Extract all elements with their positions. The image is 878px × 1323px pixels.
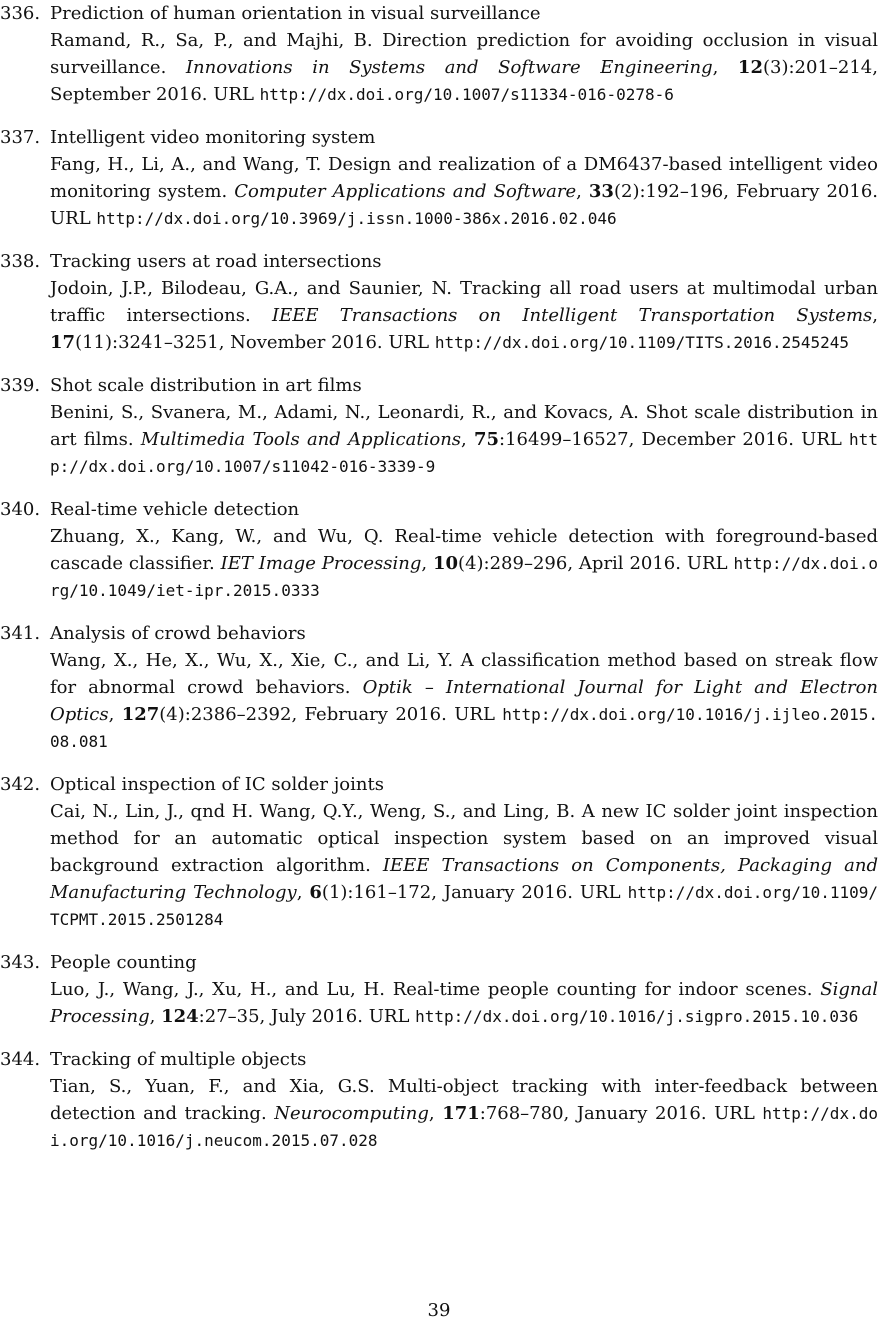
- reference-authors: Wang, X., He, X., Wu, X., Xie, C., and Li, Y.: [50, 650, 454, 671]
- reference-topic: Intelligent video monitoring system: [50, 127, 376, 148]
- reference-topic: Tracking users at road intersections: [50, 251, 382, 272]
- reference-volume: 6: [309, 882, 322, 903]
- reference-url-link[interactable]: http://dx.doi.org/10.3969/j.issn.1000-386x.2016.02.046: [96, 209, 617, 228]
- reference-topic: People counting: [50, 952, 197, 973]
- reference-citation: Wang, X., He, X., Wu, X., Xie, C., and Li, Y. A classification method based on streak flow for abnormal crowd behaviors. Optik – International Journal for Light and Electron Optics, 127(4):2386–2392, February 2016. URL http://dx.doi.org/10.1016/j.ijleo.2015.08.081: [50, 650, 878, 751]
- reference-url-label: URL: [801, 429, 842, 450]
- reference-details: :16499–16527, December 2016.: [499, 429, 794, 450]
- reference-authors: Ramand, R., Sa, P., and Majhi, B.: [50, 30, 373, 51]
- reference-topic: Optical inspection of IC solder joints: [50, 774, 384, 795]
- reference-entry: [0, 372, 878, 480]
- reference-entry: [0, 124, 878, 232]
- reference-citation: Tian, S., Yuan, F., and Xia, G.S. Multi-object tracking with inter-feedback between detection and tracking. Neurocomputing, 171:768–780, January 2016. URL http://dx.doi.org/10.1016/j.neucom.2015.07.028: [50, 1076, 878, 1150]
- reference-url-label: URL: [579, 882, 621, 903]
- reference-citation: Luo, J., Wang, J., Xu, H., and Lu, H. Real-time people counting for indoor scenes. Signal Processing, 124:27–35, July 2016. URL http://dx.doi.org/10.1016/j.sigpro.2015.10.036: [50, 979, 878, 1027]
- reference-paper-title: Real-time vehicle detection with foreground-based cascade classifier.: [50, 526, 878, 574]
- reference-url-label: URL: [50, 208, 91, 229]
- reference-number: 338.: [0, 251, 41, 272]
- reference-url-label: URL: [368, 1006, 410, 1027]
- reference-url-link[interactable]: http://dx.doi.org/10.1109/TITS.2016.2545245: [434, 333, 850, 352]
- reference-url-link[interactable]: http://dx.doi.org/10.1016/j.sigpro.2015.10.036: [415, 1007, 859, 1026]
- reference-details: (1):161–172, January 2016.: [321, 882, 573, 903]
- reference-journal: Multimedia Tools and Applications: [140, 429, 462, 450]
- reference-entry: [0, 771, 878, 933]
- reference-paper-title: Real-time people counting for indoor scenes.: [392, 979, 813, 1000]
- reference-volume: 75: [473, 429, 500, 450]
- reference-details: (4):2386–2392, February 2016.: [159, 704, 447, 725]
- reference-url-link[interactable]: http://dx.doi.org/10.1007/s11042-016-3339-9: [50, 430, 878, 476]
- reference-url-label: URL: [686, 553, 728, 574]
- reference-volume: 33: [588, 181, 614, 202]
- reference-citation: Cai, N., Lin, J., qnd H. Wang, Q.Y., Weng, S., and Ling, B. A new IC solder joint inspection method for an automatic optical inspection system based on an improved visual background extraction algorithm. IEEE Transactions on Components, Packaging and Manufacturing Technology, 6(1):161–172, January 2016. URL http://dx.doi.org/10.1109/TCPMT.2015.2501284: [50, 801, 878, 929]
- reference-journal: IEEE Transactions on Intelligent Transportation Systems: [271, 305, 873, 326]
- reference-url-link[interactable]: http://dx.doi.org/10.1007/s11334-016-0278-6: [259, 85, 674, 104]
- reference-url-link[interactable]: http://dx.doi.org/10.1016/j.ijleo.2015.08.081: [50, 705, 878, 751]
- page-number: 39: [427, 1300, 451, 1321]
- reference-topic: Tracking of multiple objects: [50, 1049, 307, 1070]
- reference-number: 339.: [0, 375, 41, 396]
- reference-paper-title: Shot scale distribution in art films.: [50, 402, 878, 450]
- reference-volume: 127: [121, 704, 160, 725]
- reference-volume: 17: [50, 332, 76, 353]
- reference-entry: [0, 496, 878, 604]
- reference-paper-title: A classification method based on streak flow for abnormal crowd behaviors.: [50, 650, 878, 698]
- reference-number: 340.: [0, 499, 41, 520]
- reference-citation: Fang, H., Li, A., and Wang, T. Design and realization of a DM6437-based intelligent video monitoring system. Computer Applications and Software, 33(2):192–196, February 2016. URL http://dx.doi.org/10.3969/j.issn.1000-386x.2016.02.046: [50, 154, 878, 229]
- reference-paper-title: Direction prediction for avoiding occlusion in visual surveillance.: [50, 30, 878, 78]
- reference-paper-title: A new IC solder joint inspection method for an automatic optical inspection system based on an improved visual background extraction algorithm.: [50, 801, 878, 876]
- reference-authors: Zhuang, X., Kang, W., and Wu, Q.: [50, 526, 384, 547]
- reference-details: (2):192–196, February 2016.: [613, 181, 878, 202]
- reference-citation: Benini, S., Svanera, M., Adami, N., Leonardi, R., and Kovacs, A. Shot scale distribution in art films. Multimedia Tools and Applications, 75:16499–16527, December 2016. URL http://dx.doi.org/10.1007/s11042-016-3339-9: [50, 402, 878, 476]
- reference-url-link[interactable]: http://dx.doi.org/10.1016/j.neucom.2015.07.028: [50, 1104, 878, 1150]
- reference-citation: Zhuang, X., Kang, W., and Wu, Q. Real-time vehicle detection with foreground-based cascade classifier. IET Image Processing, 10(4):289–296, April 2016. URL http://dx.doi.org/10.1049/iet-ipr.2015.0333: [50, 526, 878, 600]
- reference-volume: 171: [442, 1103, 480, 1124]
- reference-journal: IET Image Processing: [220, 553, 422, 574]
- reference-paper-title: Multi-object tracking with inter-feedback between detection and tracking.: [50, 1076, 878, 1124]
- reference-authors: Jodoin, J.P., Bilodeau, G.A., and Saunier, N.: [50, 278, 452, 299]
- reference-journal: Signal Processing: [50, 979, 878, 1027]
- reference-url-link[interactable]: http://dx.doi.org/10.1049/iet-ipr.2015.0333: [50, 554, 878, 600]
- reference-journal: IEEE Transactions on Components, Packaging and Manufacturing Technology: [50, 855, 878, 903]
- reference-topic: Shot scale distribution in art films: [50, 375, 362, 396]
- reference-topic: Prediction of human orientation in visual surveillance: [50, 3, 541, 24]
- reference-details: (4):289–296, April 2016.: [458, 553, 681, 574]
- reference-volume: 12: [737, 57, 763, 78]
- reference-number: 336.: [0, 3, 41, 24]
- reference-entry: [0, 0, 878, 108]
- reference-topic: Real-time vehicle detection: [50, 499, 300, 520]
- reference-entry: [0, 949, 878, 1030]
- reference-volume: 10: [432, 553, 459, 574]
- reference-citation: Jodoin, J.P., Bilodeau, G.A., and Saunier, N. Tracking all road users at multimodal urban traffic intersections. IEEE Transactions on Intelligent Transportation Systems, 17(11):3241–3251, November 2016. URL http://dx.doi.org/10.1109/TITS.2016.2545245: [50, 278, 878, 353]
- reference-journal: Optik – International Journal for Light and Electron Optics: [50, 677, 878, 725]
- reference-details: (3):201–214, September 2016.: [50, 57, 878, 105]
- reference-url-label: URL: [213, 84, 254, 105]
- reference-number: 344.: [0, 1049, 41, 1070]
- reference-topic: Analysis of crowd behaviors: [50, 623, 306, 644]
- reference-details: (11):3241–3251, November 2016.: [75, 332, 383, 353]
- reference-entry: [0, 620, 878, 755]
- reference-number: 337.: [0, 127, 41, 148]
- reference-volume: 124: [161, 1006, 199, 1027]
- reference-authors: Tian, S., Yuan, F., and Xia, G.S.: [50, 1076, 375, 1097]
- reference-journal: Innovations in Systems and Software Engineering: [185, 57, 713, 78]
- reference-url-label: URL: [454, 704, 495, 725]
- reference-authors: Fang, H., Li, A., and Wang, T.: [50, 154, 322, 175]
- reference-url-label: URL: [388, 332, 430, 353]
- reference-journal: Computer Applications and Software: [234, 181, 577, 202]
- reference-paper-title: Tracking all road users at multimodal urban traffic intersections.: [50, 278, 878, 326]
- reference-number: 342.: [0, 774, 41, 795]
- reference-journal: Neurocomputing: [274, 1103, 429, 1124]
- reference-authors: Cai, N., Lin, J., qnd H. Wang, Q.Y., Weng, S., and Ling, B.: [50, 801, 576, 822]
- reference-paper-title: Design and realization of a DM6437-based intelligent video monitoring system.: [50, 154, 878, 202]
- reference-url-label: URL: [714, 1103, 755, 1124]
- reference-authors: Benini, S., Svanera, M., Adami, N., Leonardi, R., and Kovacs, A.: [50, 402, 639, 423]
- reference-citation: Ramand, R., Sa, P., and Majhi, B. Direction prediction for avoiding occlusion in visual surveillance. Innovations in Systems and Software Engineering, 12(3):201–214, September 2016. URL http://dx.doi.org/10.1007/s11334-016-0278-6: [50, 30, 878, 105]
- reference-entry: [0, 1046, 878, 1154]
- reference-entry: [0, 248, 878, 356]
- reference-url-link[interactable]: http://dx.doi.org/10.1109/TCPMT.2015.2501284: [50, 883, 878, 929]
- reference-details: :768–780, January 2016.: [479, 1103, 707, 1124]
- reference-number: 341.: [0, 623, 41, 644]
- reference-authors: Luo, J., Wang, J., Xu, H., and Lu, H.: [50, 979, 385, 1000]
- reference-number: 343.: [0, 952, 41, 973]
- reference-details: :27–35, July 2016.: [198, 1006, 363, 1027]
